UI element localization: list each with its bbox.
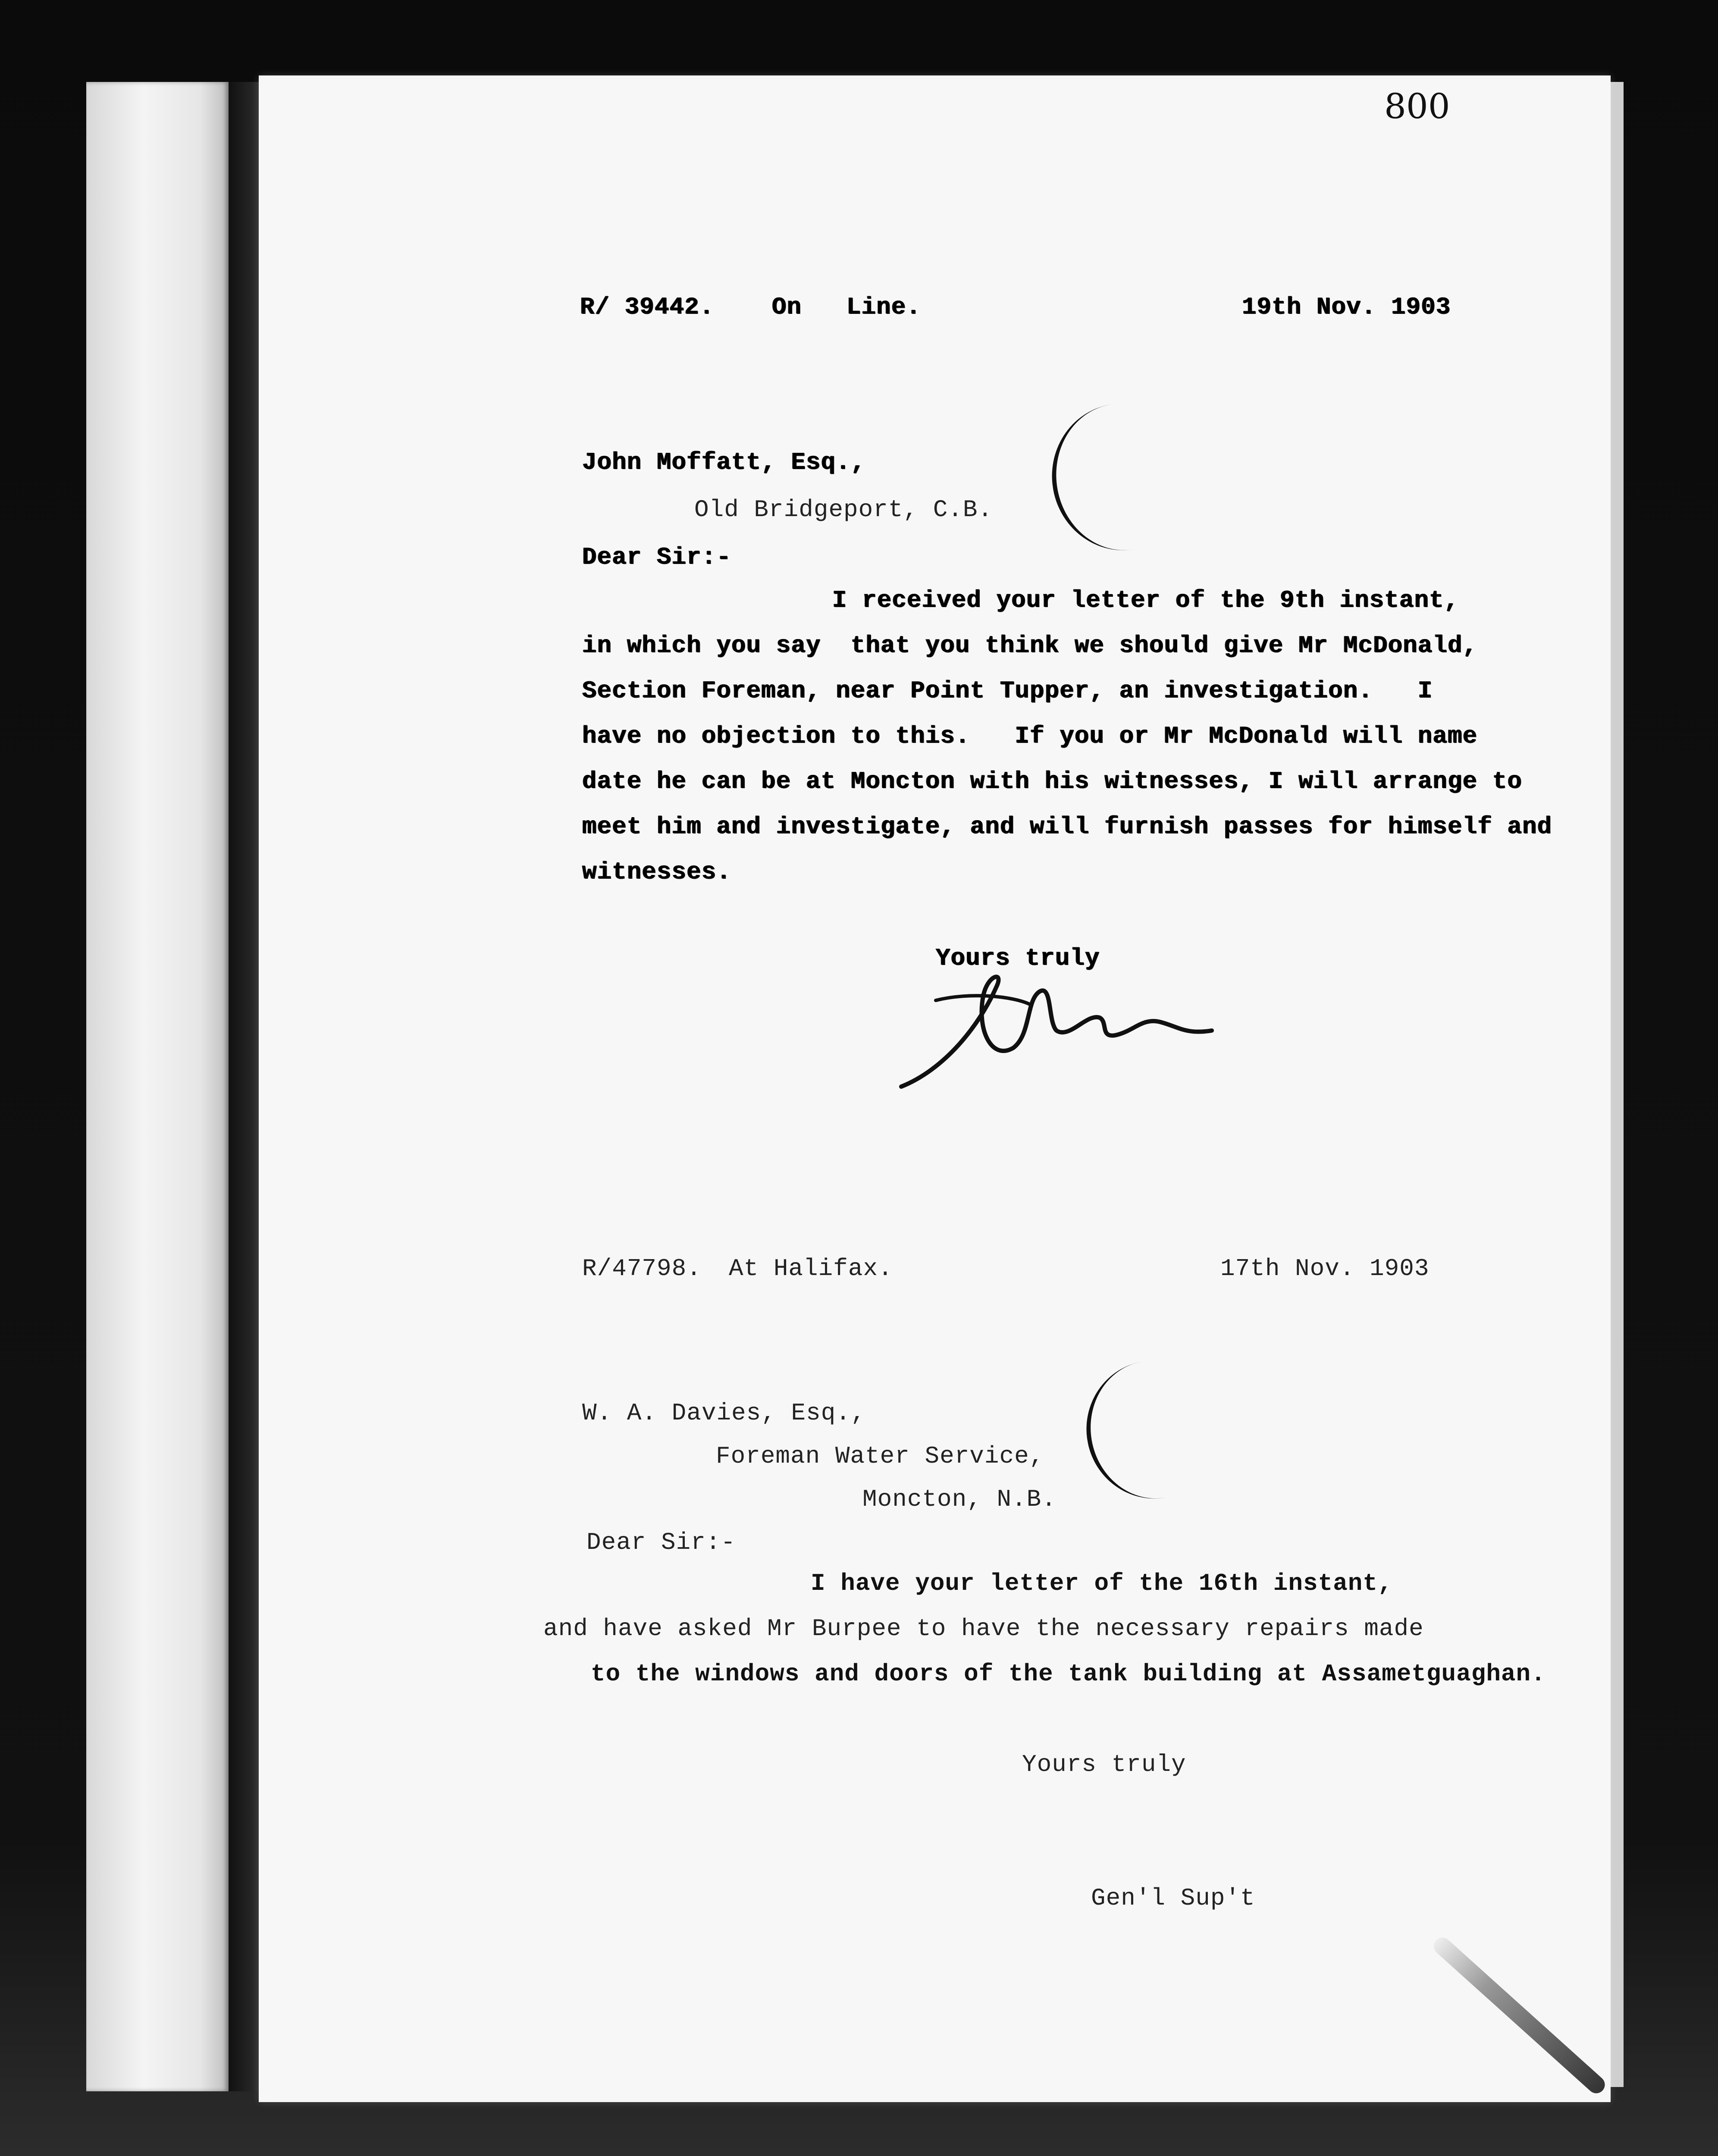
letter1-address: Old Bridgeport, C.B. [694, 496, 993, 523]
letter1-body-line: have no objection to this. If you or Mr McDonald will name [582, 722, 1478, 750]
letter2-closing: Yours truly [1022, 1751, 1186, 1778]
letter1-body-line: Section Foreman, near Point Tupper, an investigation. I [582, 677, 1433, 705]
letter1-body-line: I received your letter of the 9th instant, [832, 586, 1459, 614]
letter2-date: 17th Nov. 1903 [1220, 1255, 1430, 1282]
letter1-salutation: Dear Sir:- [582, 543, 732, 571]
letter1-closing: Yours truly [936, 944, 1100, 972]
letter2-body-line: and have asked Mr Burpee to have the necessary repairs made [543, 1615, 1424, 1642]
letter2-reference: R/47798. [582, 1255, 702, 1282]
letter2-body-line: I have your letter of the 16th instant, [811, 1570, 1393, 1597]
letter1-body-line: witnesses. [582, 858, 732, 886]
letter1-date: 19th Nov. 1903 [1242, 293, 1451, 321]
letter1-body-line: date he can be at Moncton with his witnesses, I will arrange to [582, 768, 1523, 795]
letter2-address-line2: Moncton, N.B. [862, 1485, 1057, 1513]
letter1-reference: R/ 39442. [580, 293, 715, 321]
letter1-body-line: in which you say that you think we should give Mr McDonald, [582, 632, 1478, 659]
letter2-addressee: W. A. Davies, Esq., [582, 1399, 866, 1427]
signature-icon [884, 962, 1251, 1100]
letter1-body-line: meet him and investigate, and will furnish passes for himself and [582, 813, 1552, 840]
letter2-title: Gen'l Sup't [1091, 1884, 1255, 1912]
letter1-location: On Line. [772, 293, 922, 321]
letter1-addressee: John Moffatt, Esq., [582, 448, 866, 476]
letter2-address-line1: Foreman Water Service, [716, 1442, 1044, 1470]
letter2-location: At Halifax. [729, 1255, 893, 1282]
letterbook-binding [86, 82, 229, 2091]
letter2-salutation: Dear Sir:- [586, 1529, 736, 1556]
letter2-body-line: to the windows and doors of the tank building at Assametguaghan. [591, 1660, 1546, 1688]
page-edge [1611, 82, 1624, 2087]
page-number: 800 [1384, 86, 1450, 126]
